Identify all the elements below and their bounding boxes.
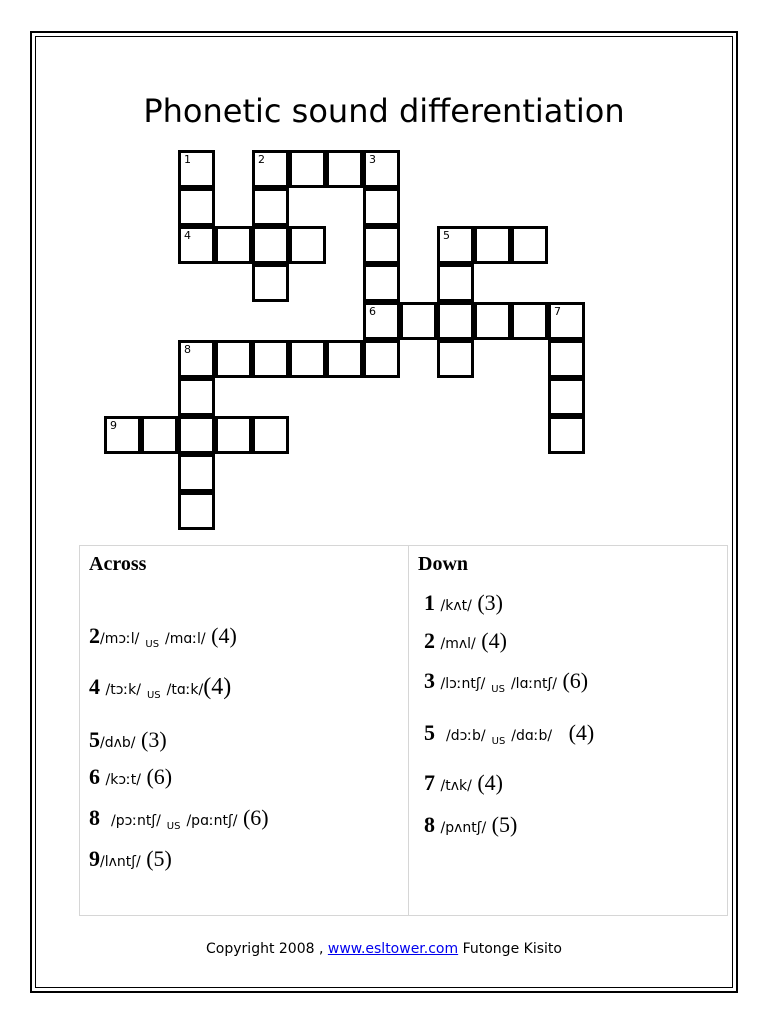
grid-cell-number: 4 — [184, 229, 191, 242]
grid-cell[interactable] — [437, 340, 474, 378]
across-clue-4: 4 /tɔːk/ US /tɑːk/(4) — [89, 674, 232, 701]
grid-cell[interactable] — [289, 340, 326, 378]
down-clue-5: 5 /dɔːb/ US /dɑːb/ (4) — [424, 720, 595, 747]
grid-cell[interactable] — [178, 378, 215, 416]
grid-cell-number: 6 — [369, 305, 376, 318]
grid-cell[interactable] — [141, 416, 178, 454]
grid-cell[interactable] — [363, 302, 400, 340]
down-clue-3: 3 /lɔːntʃ/ US /lɑːntʃ/ (6) — [424, 668, 589, 695]
grid-cell[interactable] — [548, 340, 585, 378]
clues-divider — [408, 545, 409, 916]
grid-cell[interactable] — [104, 416, 141, 454]
grid-cell[interactable] — [252, 340, 289, 378]
footer-copyright: Copyright 2008 , — [206, 941, 324, 957]
across-clue-9: 9/lʌntʃ/ (5) — [89, 846, 172, 871]
grid-cell-number: 9 — [110, 419, 117, 432]
grid-cell[interactable] — [548, 302, 585, 340]
grid-cell-number: 3 — [369, 153, 376, 166]
grid-cell[interactable] — [215, 416, 252, 454]
page-title: Phonetic sound differentiation — [143, 92, 625, 130]
grid-cell[interactable] — [363, 188, 400, 226]
across-heading: Across — [89, 553, 147, 575]
grid-cell[interactable] — [548, 378, 585, 416]
grid-cell[interactable] — [178, 492, 215, 530]
grid-cell[interactable] — [178, 416, 215, 454]
grid-cell[interactable] — [437, 264, 474, 302]
across-clue-6: 6 /kɔːt/ (6) — [89, 764, 173, 789]
grid-cell[interactable] — [178, 226, 215, 264]
grid-cell[interactable] — [363, 150, 400, 188]
grid-cell[interactable] — [326, 340, 363, 378]
down-clue-1: 1 /kʌt/ (3) — [424, 590, 503, 615]
grid-cell-number: 8 — [184, 343, 191, 356]
grid-cell[interactable] — [437, 302, 474, 340]
down-clue-7: 7 /tʌk/ (4) — [424, 770, 503, 795]
grid-cell-number: 1 — [184, 153, 191, 166]
clues-table — [79, 545, 728, 916]
grid-cell-number: 5 — [443, 229, 450, 242]
grid-cell[interactable] — [252, 226, 289, 264]
grid-cell[interactable] — [178, 188, 215, 226]
down-clue-8: 8 /pʌntʃ/ (5) — [424, 812, 518, 837]
grid-cell[interactable] — [437, 226, 474, 264]
down-clue-2: 2 /mʌl/ (4) — [424, 628, 507, 653]
across-clue-8: 8 /pɔːntʃ/ US /pɑːntʃ/ (6) — [89, 805, 269, 832]
across-clue-5: 5/dʌb/ (3) — [89, 727, 167, 752]
footer-author: Futonge Kisito — [462, 941, 562, 957]
grid-cell[interactable] — [289, 150, 326, 188]
grid-cell[interactable] — [326, 150, 363, 188]
grid-cell[interactable] — [178, 150, 215, 188]
grid-cell-number: 2 — [258, 153, 265, 166]
footer — [0, 941, 768, 957]
grid-cell[interactable] — [252, 150, 289, 188]
grid-cell[interactable] — [511, 226, 548, 264]
grid-cell[interactable] — [474, 302, 511, 340]
down-heading: Down — [418, 553, 469, 575]
grid-cell[interactable] — [215, 226, 252, 264]
grid-cell[interactable] — [252, 416, 289, 454]
grid-cell[interactable] — [400, 302, 437, 340]
grid-cell[interactable] — [363, 264, 400, 302]
grid-cell[interactable] — [363, 340, 400, 378]
grid-cell[interactable] — [289, 226, 326, 264]
grid-cell[interactable] — [252, 264, 289, 302]
grid-cell[interactable] — [511, 302, 548, 340]
footer-link[interactable]: www.esltower.com — [327, 941, 459, 957]
across-clue-2: 2/mɔːl/ US /mɑːl/ (4) — [89, 623, 237, 650]
grid-cell[interactable] — [474, 226, 511, 264]
grid-cell[interactable] — [252, 188, 289, 226]
grid-cell[interactable] — [178, 454, 215, 492]
grid-cell[interactable] — [548, 416, 585, 454]
grid-cell[interactable] — [215, 340, 252, 378]
grid-cell[interactable] — [178, 340, 215, 378]
grid-cell[interactable] — [363, 226, 400, 264]
grid-cell-number: 7 — [554, 305, 561, 318]
